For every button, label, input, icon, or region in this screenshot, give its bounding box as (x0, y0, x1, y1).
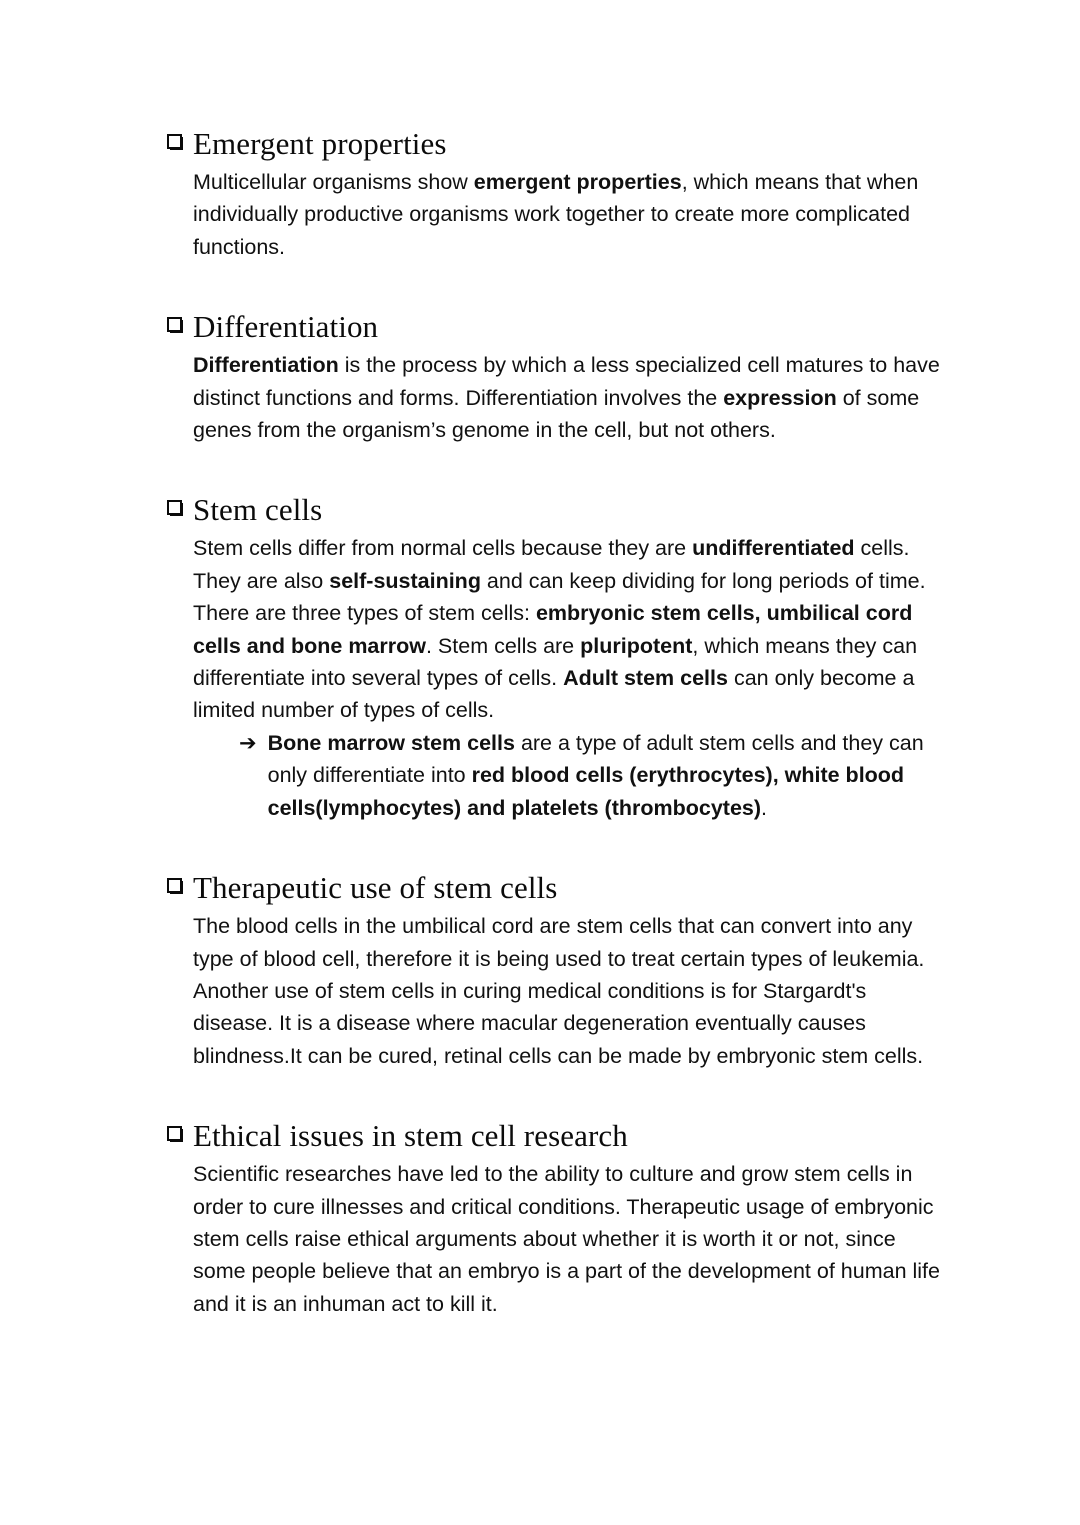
section-heading: Ethical issues in stem cell research (193, 1118, 628, 1154)
plain-text: is the process by which a less specialized cell matures to have distinct functions and forms. Differentiation involves the (193, 353, 940, 410)
section-heading: Stem cells (193, 492, 323, 528)
emphasized-text: red blood cells (erythrocytes), white blood cells(lymphocytes) and platelets (thrombocytes) (267, 763, 905, 820)
section-paragraph (193, 910, 945, 1072)
right-arrow-icon: ➔ (239, 730, 257, 755)
plain-text: of some genes from the organism’s genome in the cell, but not others. (193, 385, 920, 443)
plain-text: Multicellular organisms show (193, 170, 474, 194)
emphasized-text: undifferentiated (692, 536, 855, 561)
square-bullet-icon (167, 498, 184, 528)
sub-bullet-item (239, 727, 945, 824)
plain-text: , which means they can differentiate into several types of cells. (193, 633, 918, 691)
section-paragraph (193, 1158, 945, 1320)
spacer (167, 446, 945, 490)
section-heading: Emergent properties (193, 126, 447, 161)
section-heading: Therapeutic use of stem cells (193, 870, 558, 906)
section-stem-cells (167, 490, 945, 824)
section-therapeutic-use (167, 868, 945, 1072)
section-heading: Differentiation (193, 309, 379, 345)
section-heading-row (167, 307, 945, 347)
section-heading-row (167, 868, 945, 908)
square-bullet-icon (167, 1124, 184, 1154)
section-heading-row (167, 1116, 945, 1156)
plain-text: Scientific researches have led to the ability to culture and grow stem cells in order to cure illnesses and critical conditions. Therapeutic usage of embryonic stem cells raise ethical arguments about whether it is worth it or not, since some people believe that an embryo is a part of the development of human life and it is an inhuman act to kill it. (193, 1162, 940, 1316)
plain-text: The blood cells in the umbilical cord are stem cells that can convert into any type of blood cell, therefore it is being used to treat certain types of leukemia. Another use of stem cells in curing medical conditions is for Stargardt's disease. It is a disease where macular degeneration eventually causes blindness.It can be cured, retinal cells can be made by embryonic stem cells. (193, 914, 925, 1068)
sub-bullet-text (268, 727, 945, 824)
section-paragraph (193, 349, 945, 446)
plain-text: Stem cells differ from normal cells because they are (193, 536, 693, 561)
plain-text: , which means that when individually productive organisms work together to create more complicated functions. (193, 170, 919, 259)
spacer (167, 1072, 945, 1116)
emphasized-text: emergent properties (473, 170, 682, 194)
square-bullet-icon (167, 315, 184, 345)
emphasized-text: embryonic stem cells, umbilical cord cells and bone marrow (193, 601, 913, 658)
section-heading-row (167, 124, 945, 164)
spacer (167, 824, 945, 868)
plain-text: cells. They are also (193, 536, 910, 593)
emphasized-text: Differentiation (193, 353, 339, 378)
spacer (167, 263, 945, 307)
plain-text: . (761, 795, 768, 820)
plain-text: . Stem cells are (425, 633, 581, 658)
square-bullet-icon (167, 876, 184, 906)
section-paragraph (193, 532, 945, 726)
plain-text: are a type of adult stem cells and they can only differentiate into (267, 730, 924, 788)
emphasized-text: Bone marrow stem cells (267, 730, 515, 755)
section-emergent-properties (167, 124, 945, 263)
section-heading-row (167, 490, 945, 530)
square-bullet-icon (167, 132, 184, 162)
emphasized-text: expression (723, 385, 837, 410)
emphasized-text: Adult stem cells (563, 666, 728, 691)
emphasized-text: pluripotent (580, 633, 693, 658)
plain-text: and can keep dividing for long periods of time. There are three types of stem cells: (193, 568, 926, 626)
section-differentiation (167, 307, 945, 446)
emphasized-text: self-sustaining (329, 568, 481, 593)
section-paragraph (193, 166, 945, 263)
plain-text: can only become a limited number of types of cells. (193, 666, 915, 723)
section-ethical-issues (167, 1116, 945, 1320)
